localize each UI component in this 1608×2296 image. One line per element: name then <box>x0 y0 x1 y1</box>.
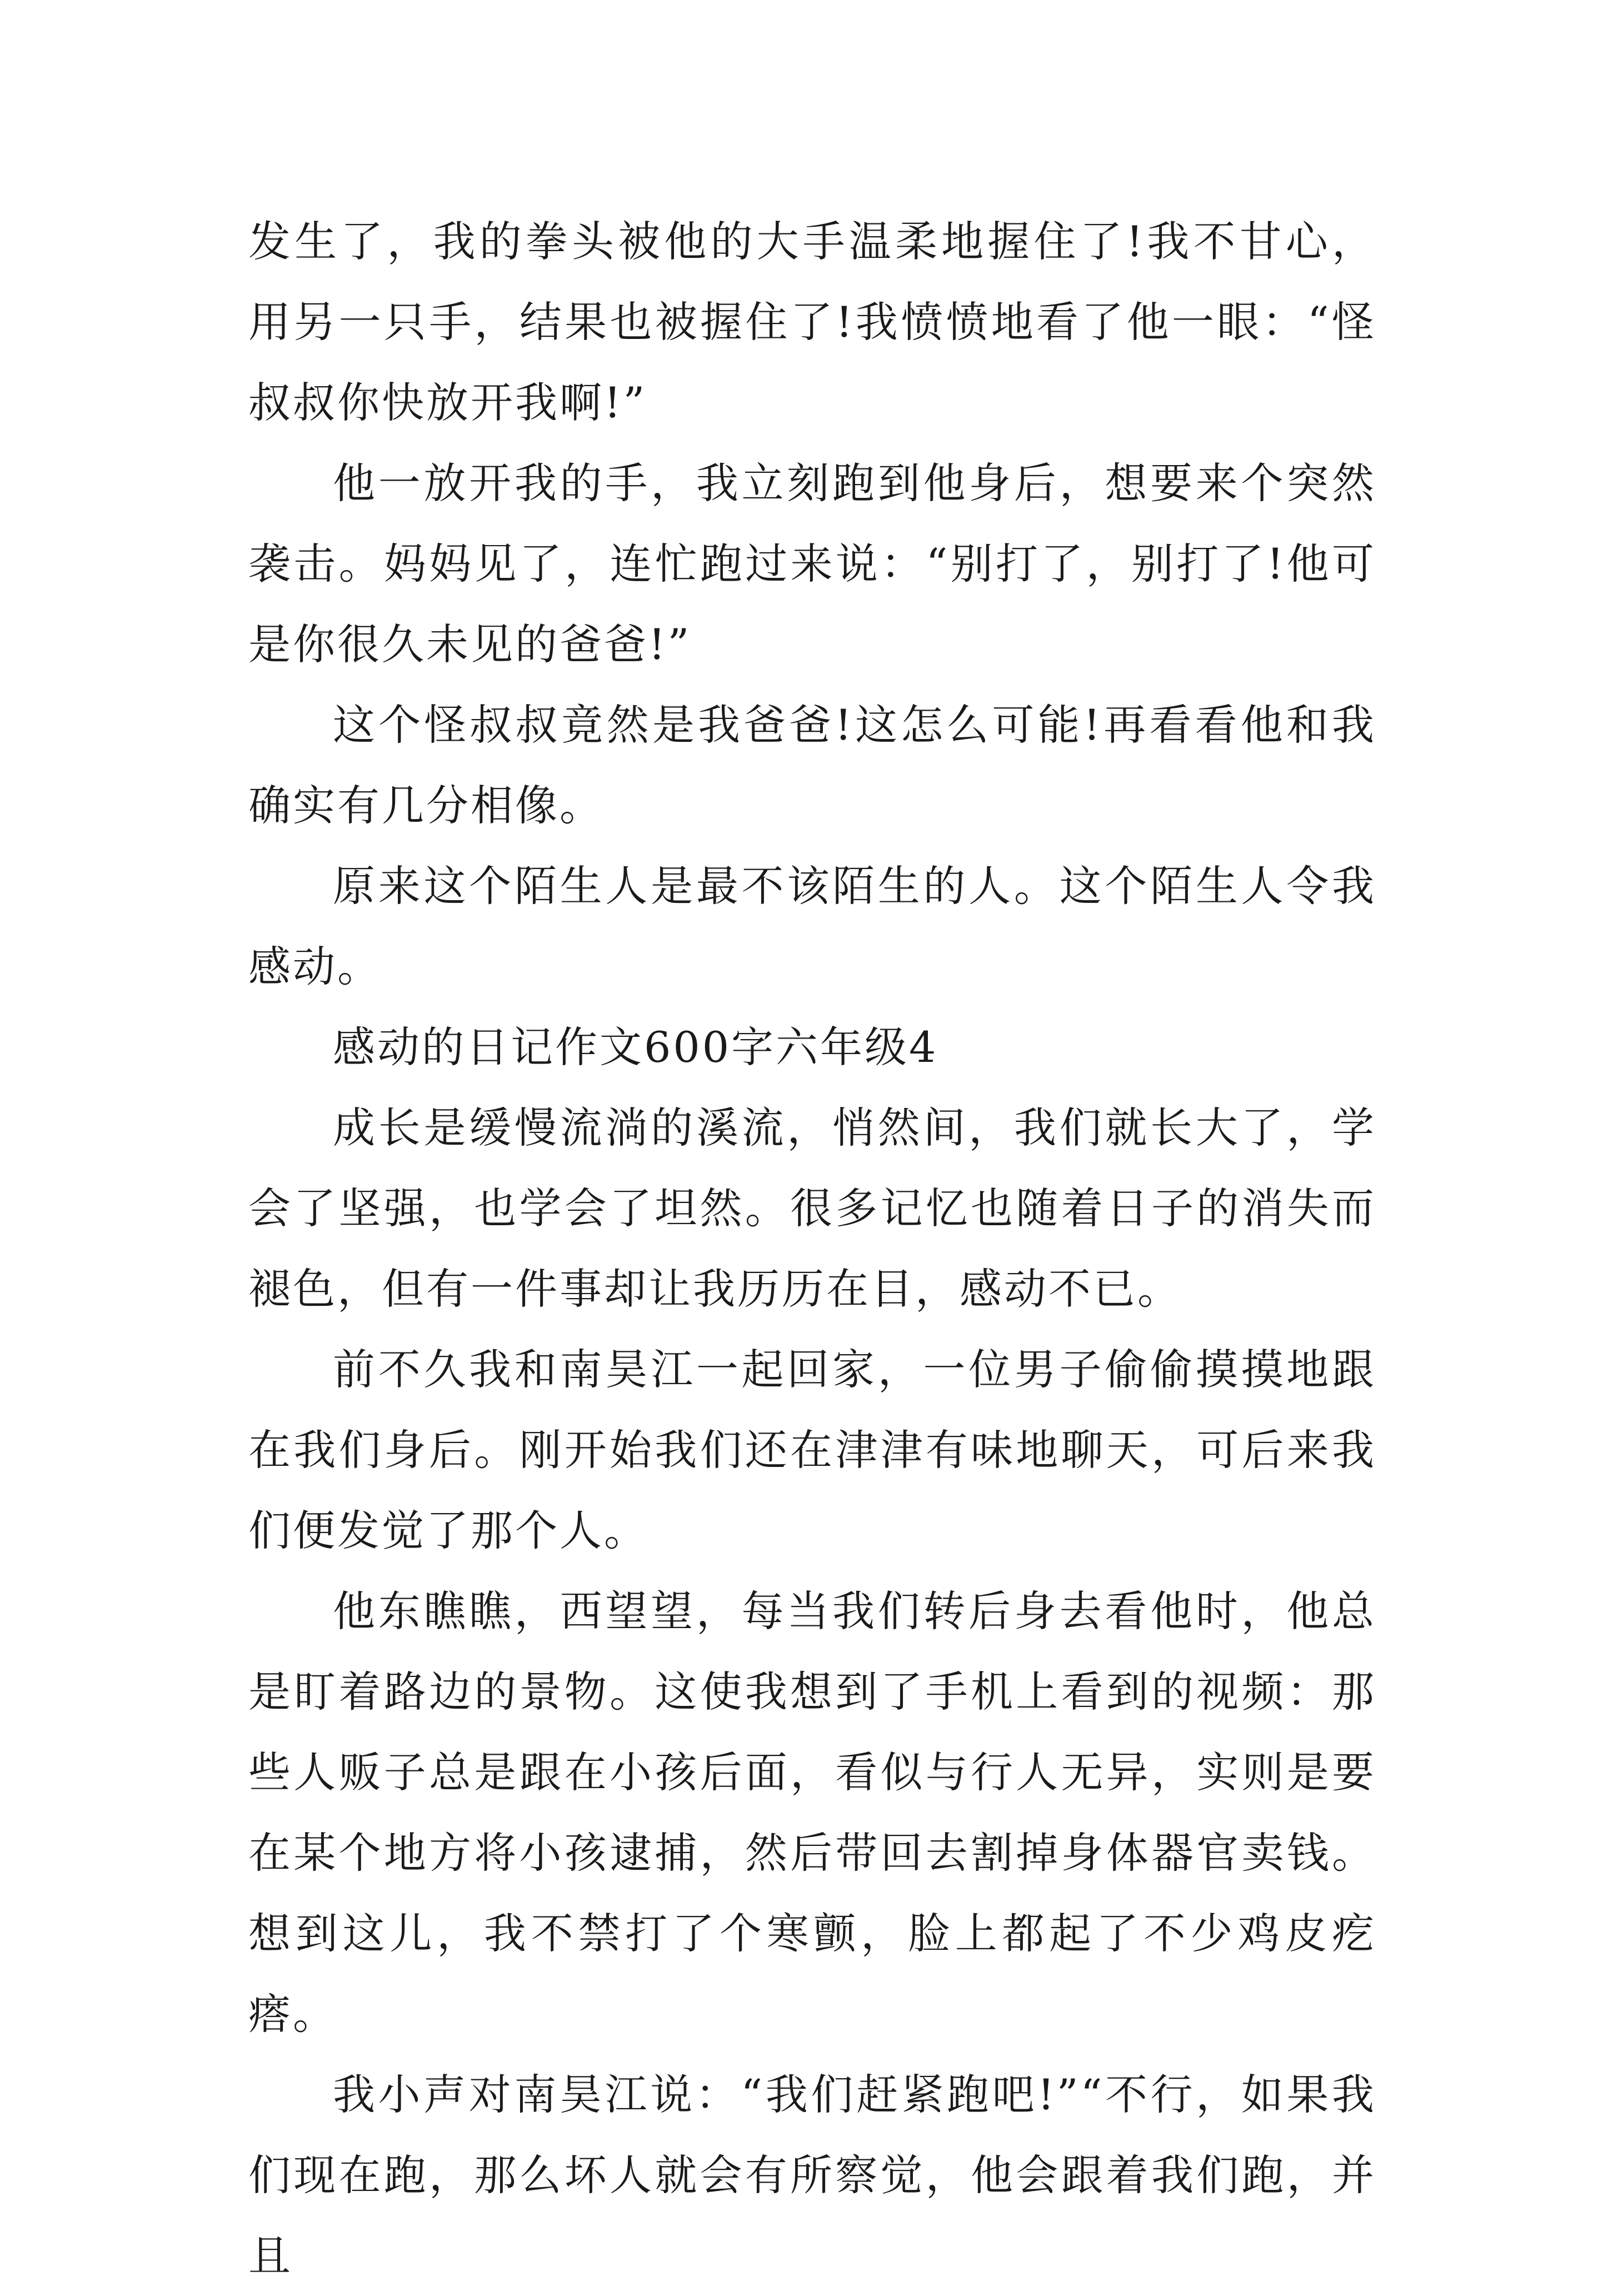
paragraph: 他一放开我的手，我立刻跑到他身后，想要来个突然袭击。妈妈见了，连忙跑过来说：“别打了，别打了!他可是你很久未见的爸爸!” <box>248 458 1376 669</box>
paragraph: 我小声对南昊江说：“我们赶紧跑吧!”“不行，如果我们现在跑，那么坏人就会有所察觉，他会跟着我们跑，并且 <box>248 2070 1376 2280</box>
paragraph: 成长是缓慢流淌的溪流，悄然间，我们就长大了，学会了坚强，也学会了坦然。很多记忆也随着日子的消失而褪色，但有一件事却让我历历在目，感动不已。 <box>248 1103 1376 1314</box>
paragraph: 原来这个陌生人是最不该陌生的人。这个陌生人令我感动。 <box>248 861 1376 991</box>
paragraph: 这个怪叔叔竟然是我爸爸!这怎么可能!再看看他和我确实有几分相像。 <box>248 700 1376 830</box>
paragraph: 他东瞧瞧，西望望，每当我们转后身去看他时，他总是盯着路边的景物。这使我想到了手机上看到的视频：那些人贩子总是跟在小孩后面，看似与行人无异，实则是要在某个地方将小孩逮捕，然后带回去割掉身体器官卖钱。想到这儿，我不禁打了个寒颤，脸上都起了不少鸡皮疙瘩。 <box>248 1586 1376 2039</box>
paragraph: 前不久我和南昊江一起回家，一位男子偷偷摸摸地跟在我们身后。刚开始我们还在津津有味地聊天，可后来我们便发觉了那个人。 <box>248 1345 1376 1555</box>
paragraph-continuation: 发生了，我的拳头被他的大手温柔地握住了!我不甘心，用另一只手，结果也被握住了!我愤愤地看了他一眼：“怪叔叔你快放开我啊!” <box>248 217 1376 427</box>
section-heading: 感动的日记作文600字六年级4 <box>333 1022 938 1072</box>
body-text <box>248 201 1376 2296</box>
